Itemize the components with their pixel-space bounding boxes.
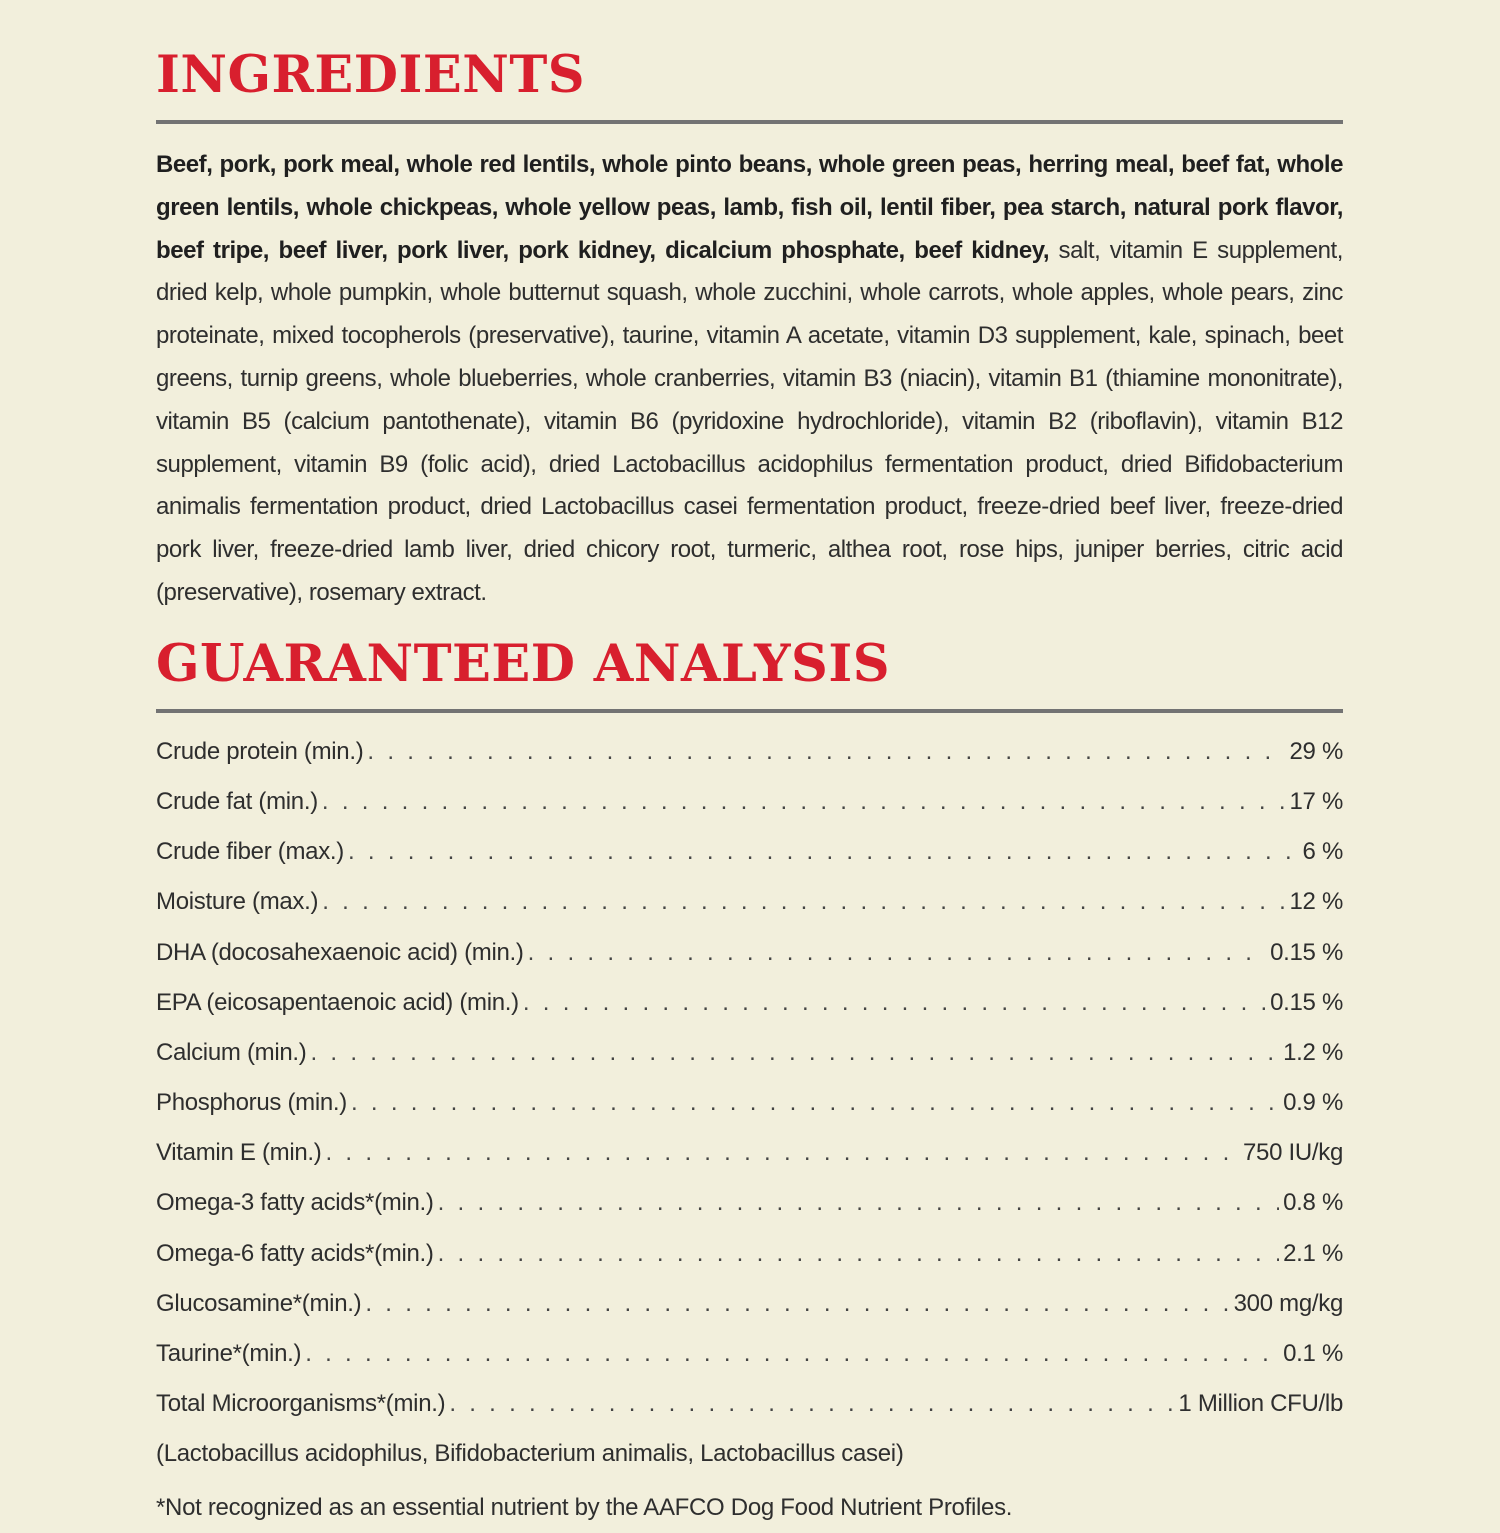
analysis-row-value: 750 IU/kg (1242, 1139, 1343, 1167)
analysis-row (156, 777, 1343, 827)
analysis-row-label: EPA (eicosapentaenoic acid) (min.) (156, 988, 519, 1016)
dot-leader (322, 877, 1285, 927)
analysis-row (156, 827, 1343, 877)
analysis-row (156, 1178, 1343, 1228)
microorganisms-note: (Lactobacillus acidophilus, Bifidobacterium animalis, Lactobacillus casei) (156, 1440, 904, 1468)
guaranteed-analysis-heading: GUARANTEED ANALYSIS (156, 633, 891, 694)
analysis-row (156, 1279, 1343, 1329)
analysis-row (156, 1329, 1343, 1379)
analysis-row (156, 928, 1343, 978)
analysis-divider (156, 709, 1343, 713)
analysis-row-label: Total Microorganisms*(min.) (156, 1390, 446, 1418)
analysis-row-value: 29 % (1289, 737, 1343, 765)
ingredients-divider (156, 120, 1343, 124)
analysis-row (156, 1229, 1343, 1279)
analysis-row-label: Taurine*(min.) (156, 1340, 302, 1368)
analysis-row-label: Moisture (max.) (156, 888, 319, 916)
analysis-row (156, 877, 1343, 927)
dot-leader (322, 777, 1286, 827)
analysis-row-label: Crude fat (min.) (156, 787, 318, 815)
analysis-row-value: 1.2 % (1283, 1038, 1343, 1066)
aafco-footnote: *Not recognized as an essential nutrient by the AAFCO Dog Food Nutrient Profiles. (156, 1494, 1013, 1522)
analysis-row (156, 1028, 1343, 1078)
dot-leader (449, 1379, 1174, 1429)
analysis-row-value: 0.8 % (1283, 1189, 1343, 1217)
analysis-row (156, 1379, 1343, 1429)
analysis-row-value: 2.1 % (1283, 1239, 1343, 1267)
dot-leader (367, 727, 1285, 777)
dot-leader (325, 1128, 1239, 1178)
analysis-row-label: Phosphorus (min.) (156, 1089, 347, 1117)
analysis-row-label: Glucosamine*(min.) (156, 1289, 362, 1317)
analysis-row (156, 978, 1343, 1028)
dot-leader (523, 978, 1266, 1028)
analysis-row-value: 0.9 % (1283, 1089, 1343, 1117)
analysis-row-label: Crude protein (min.) (156, 737, 364, 765)
analysis-row-label: Vitamin E (min.) (156, 1139, 322, 1167)
analysis-row-value: 0.15 % (1270, 938, 1343, 966)
ingredients-secondary-text: salt, vitamin E supplement, dried kelp, whole pumpkin, whole butternut squash, whole zucchini, whole carrots, whole apples, whole pears, zinc proteinate, mixed tocopherols (preservative), taurine, vitamin A acetate, vitamin D3 supplement, kale, spinach, beet greens, turnip greens, whole blueberries, whole cranberries, vitamin B3 (niacin), vitamin B1 (thiamine mononitrate), vitamin B5 (calcium pantothenate), vitamin B6 (pyridoxine hydrochloride), vitamin B2 (riboflavin), vitamin B12 supplement, vitamin B9 (folic acid), dried Lactobacillus acidophilus fermentation product, dried Bifidobacterium animalis fermentation product, dried Lactobacillus casei fermentation product, freeze-dried beef liver, freeze-dried pork liver, freeze-dried lamb liver, dried chicory root, turmeric, althea root, rose hips, juniper berries, citric acid (preservative), rosemary extract. (156, 236, 1343, 606)
ingredients-list (156, 144, 1343, 615)
dot-leader (438, 1178, 1280, 1228)
analysis-row-label: Calcium (min.) (156, 1038, 307, 1066)
ingredients-primary-text: Beef, pork, pork meal, whole red lentils, whole pinto beans, whole green peas, herring meal, beef fat, whole green lentils, whole chickpeas, whole yellow peas, lamb, fish oil, lentil fiber, pea starch, natural pork flavor, beef tripe, beef liver, pork liver, pork kidney, dicalcium phosphate, beef kidney, (156, 151, 1343, 264)
analysis-row-value: 0.1 % (1283, 1340, 1343, 1368)
analysis-table (156, 727, 1343, 1430)
dot-leader (310, 1028, 1279, 1078)
analysis-row-value: 12 % (1289, 888, 1343, 916)
analysis-row (156, 1078, 1343, 1128)
analysis-row-label: Omega-3 fatty acids*(min.) (156, 1189, 434, 1217)
analysis-row-value: 6 % (1302, 838, 1343, 866)
ingredients-heading: INGREDIENTS (156, 45, 586, 105)
dot-leader (438, 1229, 1280, 1279)
dot-leader (351, 1078, 1279, 1128)
dot-leader (365, 1279, 1229, 1329)
analysis-row-label: Crude fiber (max.) (156, 838, 344, 866)
analysis-row-value: 1 Million CFU/lb (1178, 1390, 1343, 1418)
dot-leader (305, 1329, 1279, 1379)
analysis-row-label: Omega-6 fatty acids*(min.) (156, 1239, 434, 1267)
analysis-row (156, 727, 1343, 777)
dot-leader (348, 827, 1299, 877)
analysis-row-value: 17 % (1289, 787, 1343, 815)
analysis-row-value: 0.15 % (1270, 988, 1343, 1016)
analysis-row-label: DHA (docosahexaenoic acid) (min.) (156, 938, 524, 966)
analysis-row-value: 300 mg/kg (1233, 1289, 1343, 1317)
analysis-row (156, 1128, 1343, 1178)
dot-leader (528, 928, 1266, 978)
